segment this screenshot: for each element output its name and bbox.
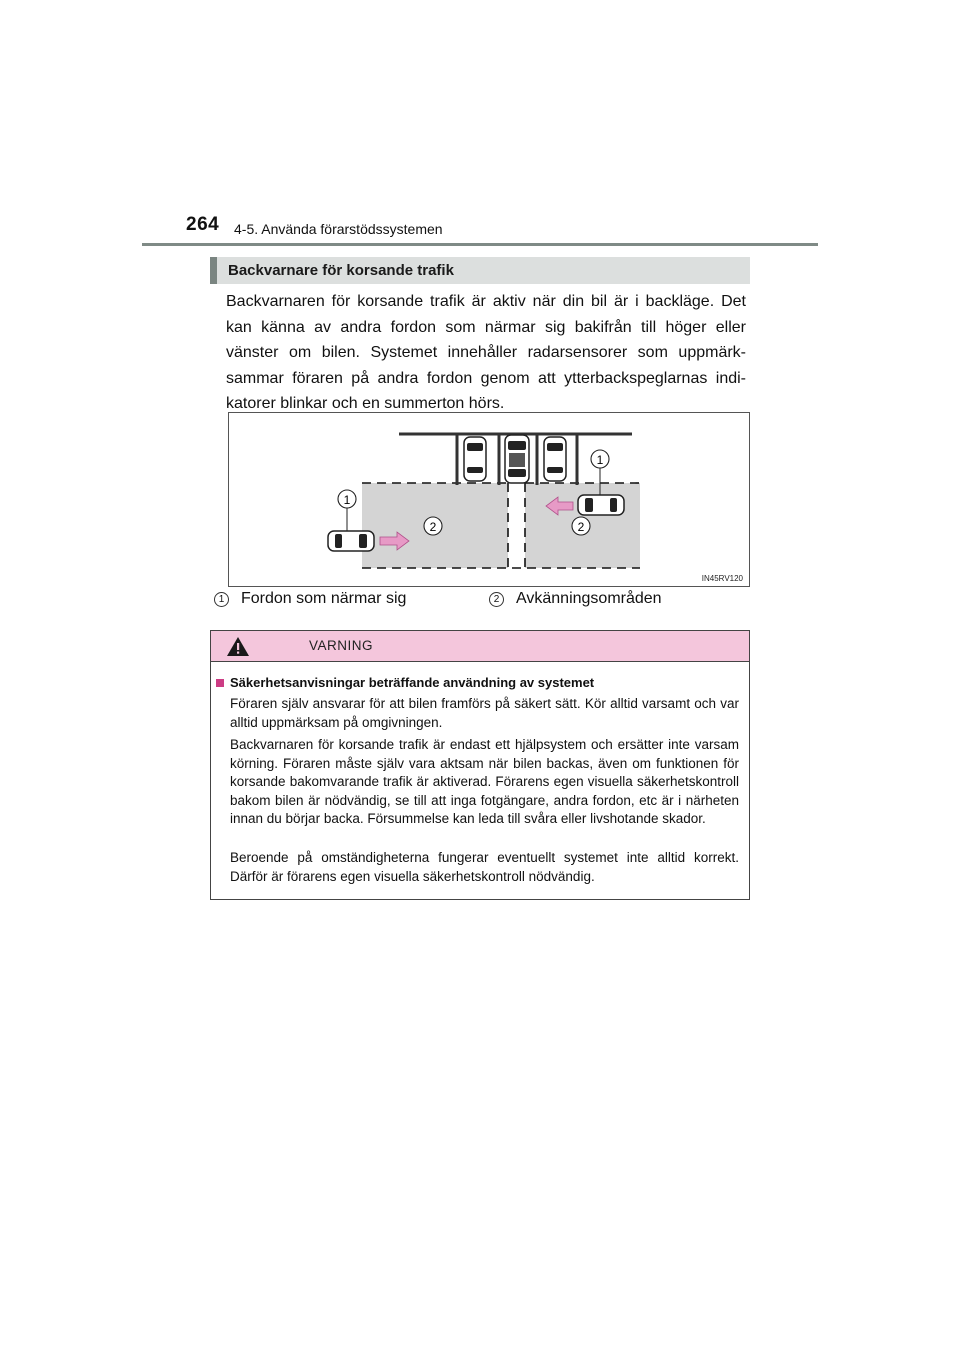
parked-car-left: [464, 437, 486, 481]
callout-2-left: [424, 517, 442, 535]
callout-1-right-label: 1: [596, 453, 604, 467]
reversing-car: [505, 435, 529, 483]
legend-number: 2: [489, 592, 504, 607]
parked-car-right: [544, 437, 566, 481]
rcta-illustration: [228, 412, 750, 587]
legend-text: Avkänningsområden: [516, 590, 662, 607]
warning-heading: [216, 675, 594, 690]
figure-legend: [0, 590, 960, 614]
warning-box: [210, 630, 750, 900]
warning-triangle-icon: [226, 636, 250, 657]
legend-number: 1: [214, 592, 229, 607]
callout-2-left-label: 2: [429, 520, 437, 534]
legend-item-1: [214, 590, 406, 608]
callout-2-right-label: 2: [577, 520, 585, 534]
legend-text: Fordon som närmar sig: [241, 590, 407, 607]
page-header: [0, 0, 960, 250]
callout-1-right: [591, 450, 609, 468]
warning-header: [211, 631, 749, 662]
parking-lot-diagram: [229, 413, 749, 586]
callout-2-right: [572, 517, 590, 535]
chapter-title: 4-5. Använda förarstödssystemen: [234, 221, 443, 237]
warning-heading-text: Säkerhetsanvisningar beträffande användning av systemet: [230, 675, 595, 690]
callout-1-left: [338, 490, 356, 508]
section-title-bar: [210, 257, 750, 284]
warning-paragraph-2: Backvarnaren för korsande trafik är endast ett hjälpsystem och ersätter inte varsam körning. Föraren måste själv vara aktsam när bilen backas, även om funktionen för korsande bakomvarande trafik är aktiverad. Förarens egen visuella säkerhetskontroll bakom bilen är nödvändig, se till att inga fotgängare, andra fordon, etc är i närheten innan du börjar backa. Försummelse kan leda till svåra eller livshotande skador.: [230, 737, 739, 826]
approaching-car-left: [328, 531, 374, 551]
legend-item-2: [489, 590, 662, 608]
warning-paragraph-1: Föraren själv ansvarar för att bilen framförs på säkert sätt. Kör alltid varsamt och var alltid uppmärksam på omgivningen.: [230, 696, 739, 730]
square-bullet-icon: [216, 679, 224, 687]
section-title: Backvarnare för korsande trafik: [228, 262, 454, 279]
page-number: 264: [186, 214, 220, 235]
header-divider: [142, 243, 818, 246]
figure-code: IN45RV120: [701, 574, 743, 583]
approaching-car-right: [578, 495, 624, 515]
callout-1-left-label: 1: [343, 493, 351, 507]
warning-paragraph-3: Beroende på omständigheterna fungerar eventuellt systemet inte alltid korrekt. Därför är förarens egen visuella säkerhetskontroll nödvändig.: [230, 850, 739, 884]
intro-paragraph: Backvarnaren för korsande trafik är aktiv när din bil är i backläge. Det kan känna av andra fordon som närmar sig bakifrån till höger eller vänster om bilen. Systemet innehåller radarsensorer som uppmärksammar föraren på andra fordon genom att ytterbackspeglarnas indikatorer blinkar och en summerton hörs.: [226, 293, 746, 412]
warning-label: VARNING: [309, 638, 374, 653]
